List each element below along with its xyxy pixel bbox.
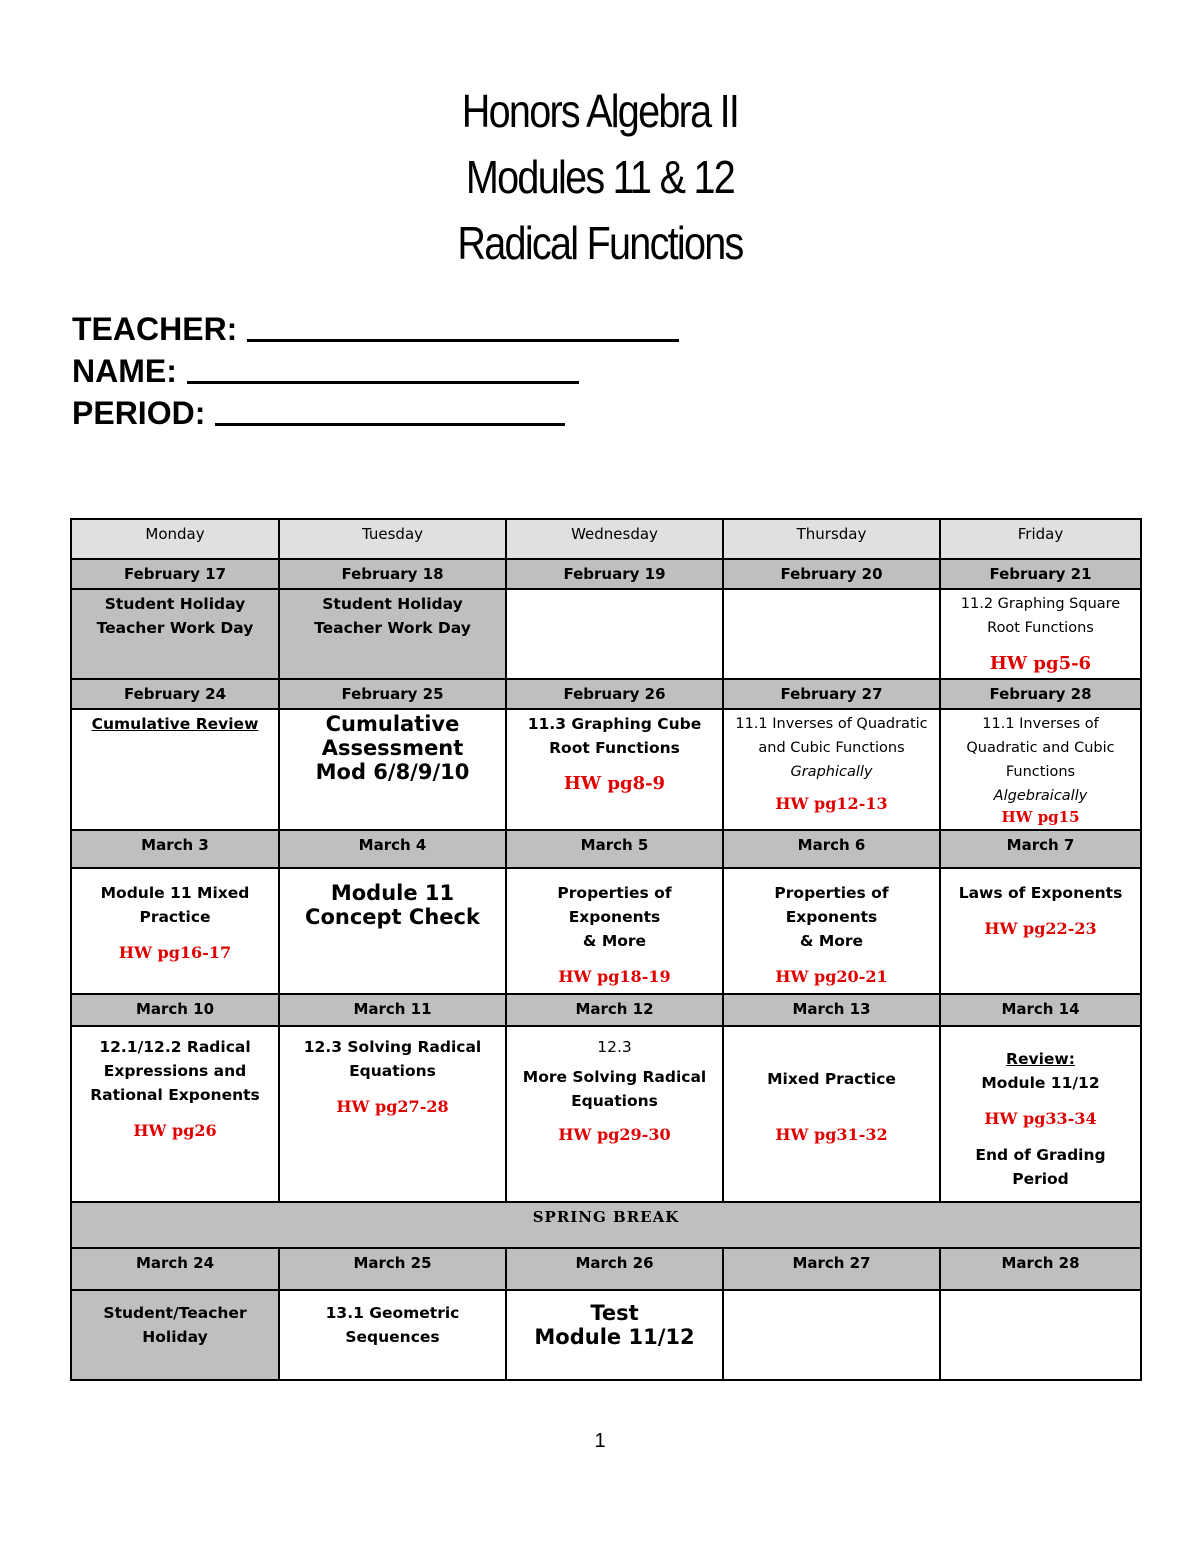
date-cell: March 10: [71, 994, 279, 1026]
date-cell: February 27: [723, 679, 940, 709]
cell-text: Student Holiday: [104, 595, 246, 613]
cell-text: Mixed Practice: [767, 1070, 896, 1088]
homework-label: HW pg29-30: [558, 1125, 671, 1144]
date-cell: February 24: [71, 679, 279, 709]
day-names-row: [71, 519, 1141, 559]
week4-thu-cell: [723, 1026, 940, 1202]
homework-label: HW pg33-34: [984, 1109, 1097, 1128]
cell-text: Rational Exponents: [90, 1086, 260, 1104]
cell-text: Algebraically: [993, 788, 1088, 804]
date-cell: February 19: [506, 559, 723, 589]
cell-text: Module 11/12: [981, 1074, 1100, 1092]
cell-text: Cumulative Review: [91, 715, 259, 733]
week2-fri-cell: [940, 709, 1141, 830]
date-cell: February 21: [940, 559, 1141, 589]
title-line-1: Honors Algebra II: [461, 85, 739, 137]
week3-mon-cell: [71, 868, 279, 994]
date-cell: February 18: [279, 559, 506, 589]
name-label: NAME:: [72, 353, 177, 389]
cell-text: Teacher Work Day: [314, 619, 471, 637]
date-cell: March 13: [723, 994, 940, 1026]
week3-content-row: [71, 868, 1141, 994]
cell-text: Teacher Work Day: [96, 619, 254, 637]
cell-text: 13.1 Geometric: [325, 1304, 460, 1322]
week5-thu-cell: [723, 1290, 940, 1380]
student-info-fields: [72, 308, 679, 434]
week2-mon-cell: [71, 709, 279, 830]
cell-text: Properties of Exponents: [557, 884, 672, 926]
cell-text: Cumulative: [325, 712, 460, 736]
week2-dates-row: [71, 679, 1141, 709]
week1-mon-cell: [71, 589, 279, 679]
cell-text: & More: [799, 932, 864, 950]
period-blank[interactable]: [215, 393, 565, 426]
spring-break-row: [71, 1202, 1141, 1248]
cell-text: 11.3 Graphing Cube: [527, 715, 702, 733]
name-field[interactable]: [72, 350, 679, 392]
homework-label: HW pg8-9: [563, 773, 666, 794]
day-monday: Monday: [71, 519, 279, 559]
week3-fri-cell: [940, 868, 1141, 994]
cell-text: More Solving Radical: [522, 1068, 707, 1086]
week1-content-row: [71, 589, 1141, 679]
homework-label: HW pg12-13: [775, 794, 888, 813]
week5-mon-cell: [71, 1290, 279, 1380]
week3-dates-row: [71, 830, 1141, 868]
week1-wed-cell: [506, 589, 723, 679]
cell-text: Root Functions: [549, 739, 680, 757]
cell-text: 11.1 Inverses of: [982, 716, 1099, 732]
cell-text: Mod 6/8/9/10: [315, 760, 470, 784]
week1-dates-row: [71, 559, 1141, 589]
date-cell: March 24: [71, 1248, 279, 1290]
date-cell: March 6: [723, 830, 940, 868]
week5-fri-cell: [940, 1290, 1141, 1380]
cell-text: Root Functions: [987, 620, 1094, 636]
week2-content-row: [71, 709, 1141, 830]
week2-thu-cell: [723, 709, 940, 830]
cell-text: Concept Check: [305, 905, 480, 929]
title-line-3: Radical Functions: [457, 217, 743, 269]
week4-content-row: [71, 1026, 1141, 1202]
cell-text: Equations: [571, 1092, 658, 1110]
homework-label: HW pg15: [1001, 808, 1080, 826]
title-line-2: Modules 11 & 12: [465, 151, 735, 203]
date-cell: March 5: [506, 830, 723, 868]
cell-text: Quadratic and Cubic: [966, 740, 1115, 756]
week4-wed-cell: [506, 1026, 723, 1202]
date-cell: February 28: [940, 679, 1141, 709]
date-cell: March 11: [279, 994, 506, 1026]
week5-tue-cell: [279, 1290, 506, 1380]
homework-label: HW pg18-19: [558, 967, 671, 986]
cell-text: Module 11/12: [534, 1325, 695, 1349]
week2-wed-cell: [506, 709, 723, 830]
calendar-table: [70, 518, 1142, 1381]
week3-thu-cell: [723, 868, 940, 994]
day-wednesday: Wednesday: [506, 519, 723, 559]
date-cell: March 4: [279, 830, 506, 868]
homework-label: HW pg31-32: [775, 1125, 888, 1144]
cell-text: Practice: [139, 908, 211, 926]
cell-text: Module 11: [330, 881, 455, 905]
homework-label: HW pg22-23: [984, 919, 1097, 938]
cell-text: Expressions and: [103, 1062, 247, 1080]
cell-text: Module 11 Mixed: [100, 884, 250, 902]
date-cell: February 17: [71, 559, 279, 589]
date-cell: February 26: [506, 679, 723, 709]
teacher-blank[interactable]: [247, 309, 679, 342]
date-cell: February 25: [279, 679, 506, 709]
cell-text: 11.2 Graphing Square: [960, 596, 1121, 612]
period-label: PERIOD:: [72, 395, 206, 431]
date-cell: March 27: [723, 1248, 940, 1290]
cell-text: Graphically: [790, 764, 873, 780]
week4-tue-cell: [279, 1026, 506, 1202]
cell-text: End of Grading Period: [975, 1146, 1106, 1188]
cell-text: Assessment: [321, 736, 464, 760]
period-field[interactable]: [72, 392, 679, 434]
cell-text: Equations: [349, 1062, 436, 1080]
week1-tue-cell: [279, 589, 506, 679]
cell-text: Holiday: [142, 1328, 208, 1346]
cell-text: Review:: [1006, 1050, 1075, 1068]
cell-text: & More: [582, 932, 647, 950]
week4-fri-cell: [940, 1026, 1141, 1202]
cell-text: 12.3 Solving Radical: [303, 1038, 482, 1056]
date-cell: March 28: [940, 1248, 1141, 1290]
homework-label: HW pg5-6: [989, 653, 1092, 674]
date-cell: March 25: [279, 1248, 506, 1290]
document-title: [0, 78, 1200, 276]
week1-fri-cell: [940, 589, 1141, 679]
cell-text: 12.3: [597, 1038, 632, 1056]
cell-text: 11.1 Inverses of Quadratic: [735, 716, 928, 732]
cell-text: Test: [590, 1301, 639, 1325]
week3-wed-cell: [506, 868, 723, 994]
homework-label: HW pg27-28: [336, 1097, 449, 1116]
cell-text: Student/Teacher: [103, 1304, 247, 1322]
week3-tue-cell: [279, 868, 506, 994]
cell-text: Properties of Exponents: [774, 884, 889, 926]
date-cell: March 12: [506, 994, 723, 1026]
day-tuesday: Tuesday: [279, 519, 506, 559]
cell-text: Sequences: [345, 1328, 440, 1346]
week5-wed-cell: [506, 1290, 723, 1380]
homework-label: HW pg16-17: [118, 943, 232, 962]
date-cell: February 20: [723, 559, 940, 589]
day-friday: Friday: [940, 519, 1141, 559]
week5-content-row: [71, 1290, 1141, 1380]
spring-break-banner: SPRING BREAK: [71, 1202, 1141, 1248]
week4-mon-cell: [71, 1026, 279, 1202]
cell-text: 12.1/12.2 Radical: [99, 1038, 251, 1056]
week1-thu-cell: [723, 589, 940, 679]
date-cell: March 3: [71, 830, 279, 868]
homework-label: HW pg26: [133, 1121, 217, 1140]
day-thursday: Thursday: [723, 519, 940, 559]
cell-text: and Cubic Functions: [758, 740, 905, 756]
homework-label: HW pg20-21: [775, 967, 888, 986]
teacher-label: TEACHER:: [72, 311, 238, 347]
cell-text: Laws of Exponents: [958, 884, 1123, 902]
cell-text: Functions: [1005, 764, 1076, 780]
cell-text: Student Holiday: [322, 595, 463, 613]
page-number: 1: [594, 1430, 606, 1452]
week2-tue-cell: [279, 709, 506, 830]
name-blank[interactable]: [187, 351, 579, 384]
week5-dates-row: [71, 1248, 1141, 1290]
date-cell: March 14: [940, 994, 1141, 1026]
teacher-field[interactable]: [72, 308, 679, 350]
week4-dates-row: [71, 994, 1141, 1026]
date-cell: March 26: [506, 1248, 723, 1290]
date-cell: March 7: [940, 830, 1141, 868]
